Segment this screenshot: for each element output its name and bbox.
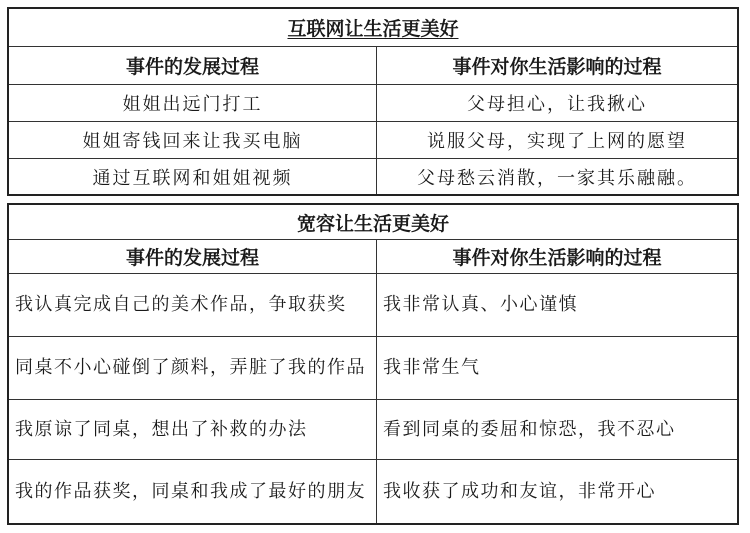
table-row (9, 273, 737, 336)
event-cell: 姐姐寄钱回来让我买电脑 (9, 122, 377, 158)
table-row (9, 84, 737, 121)
header-event: 事件的发展过程 (9, 47, 377, 84)
impact-cell: 父母愁云消散，一家其乐融融。 (417, 167, 697, 189)
table-row (9, 121, 737, 158)
event-cell: 同桌不小心碰倒了颜料，弄脏了我的作品 (9, 337, 377, 399)
header-event: 事件的发展过程 (9, 240, 377, 273)
table-title-text: 互联网让生活更美好 (287, 18, 459, 40)
event-cell: 我认真完成自己的美术作品，争取获奖 (9, 274, 377, 336)
impact-cell: 我非常认真、小心谨慎 (383, 294, 578, 315)
event-cell: 我的作品获奖，同桌和我成了最好的朋友 (9, 460, 377, 523)
table-title-row (9, 205, 737, 239)
header-row (9, 46, 737, 84)
event-cell: 我原谅了同桌，想出了补救的办法 (9, 400, 377, 459)
impact-cell: 父母担心，让我揪心 (467, 94, 647, 115)
table-row (9, 158, 737, 194)
event-cell: 通过互联网和姐姐视频 (9, 159, 377, 194)
impact-cell: 我非常生气 (383, 357, 481, 378)
tolerance-table (7, 203, 739, 525)
header-row (9, 239, 737, 273)
table-title (9, 9, 737, 46)
impact-cell: 说服父母，实现了上网的愿望 (427, 131, 687, 152)
table-title: 宽容让生活更美好 (296, 212, 449, 235)
impact-cell: 看到同桌的委屈和惊恐，我不忍心 (383, 418, 676, 440)
event-cell: 姐姐出远门打工 (9, 85, 377, 121)
header-impact: 事件对你生活影响的过程 (452, 247, 662, 269)
table-row (9, 399, 737, 459)
table-row (9, 336, 737, 399)
header-impact: 事件对你生活影响的过程 (452, 56, 662, 78)
internet-table (7, 7, 739, 196)
table-title-row (9, 9, 737, 46)
impact-cell: 我收获了成功和友谊，非常开心 (383, 480, 656, 502)
table-row (9, 459, 737, 523)
